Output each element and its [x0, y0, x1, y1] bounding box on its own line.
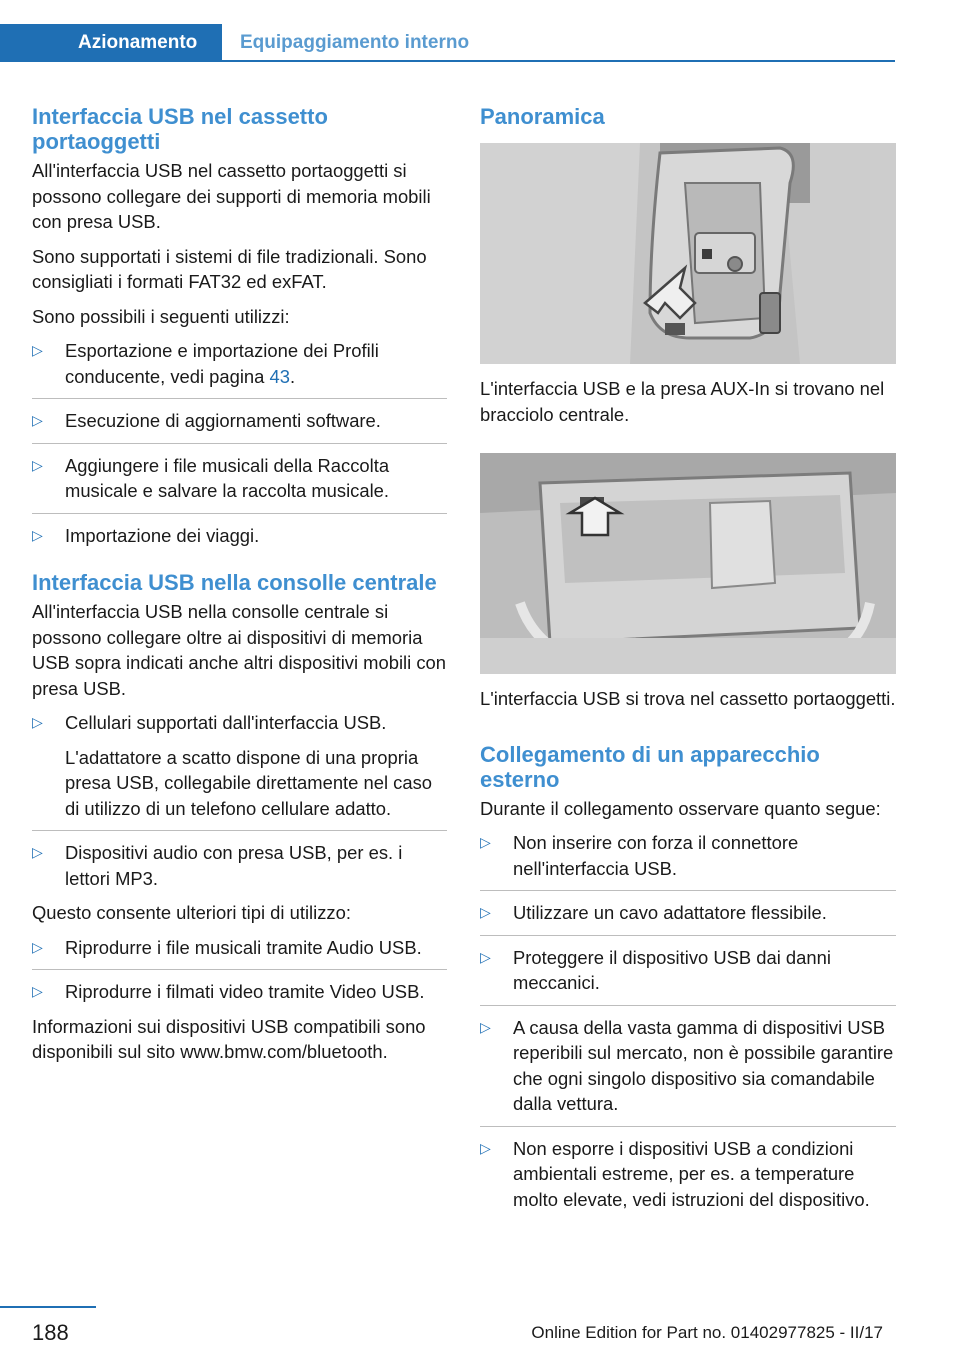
right-column — [480, 104, 896, 1221]
paragraph: All'interfaccia USB nel cassetto portaoggetti si possono collegare dei supporti di memoria mobili con presa USB. — [32, 160, 431, 232]
triangle-right-icon: ▷ — [480, 948, 491, 965]
paragraph: Questo consente ulteriori tipi di utilizzo: — [32, 902, 351, 923]
section-title-panoramica: Panoramica — [480, 104, 605, 129]
list-item — [32, 338, 447, 399]
connection-list — [480, 830, 896, 1212]
list-item — [32, 408, 447, 444]
usage-list — [32, 338, 447, 548]
page-number: 188 — [32, 1320, 69, 1345]
list-item-text: Riprodurre i file musicali tramite Audio USB. — [65, 936, 422, 958]
paragraph: All'interfaccia USB nella consolle centrale si possono collegare oltre ai dispositivi di memoria USB sopra indicati anche altri dispositivi mobili con presa USB. — [32, 601, 446, 699]
triangle-right-icon: ▷ — [32, 456, 43, 473]
list-item-text: Aggiungere i file musicali della Raccolta musicale e salvare la raccolta musicale. — [65, 454, 390, 501]
tab-azionamento[interactable]: Azionamento — [0, 24, 222, 62]
figure-caption: L'interfaccia USB e la presa AUX-In si trovano nel bracciolo centrale. — [480, 378, 885, 425]
usage-list-2 — [32, 935, 447, 1005]
list-item — [32, 710, 447, 831]
list-item — [32, 979, 447, 1005]
list-item-text: A causa della vasta gamma di dispositivi USB reperibili sul mercato, non è possibile garantire che ogni singolo dispositivo sia comandabile dalla vettura. — [513, 1016, 894, 1114]
triangle-right-icon: ▷ — [32, 714, 43, 730]
triangle-right-icon: ▷ — [480, 1139, 491, 1156]
list-item — [480, 1015, 896, 1127]
footer-rule — [0, 1306, 96, 1308]
list-item — [480, 1136, 896, 1213]
list-item — [32, 935, 447, 971]
triangle-right-icon: ▷ — [32, 412, 43, 428]
list-item-text: Dispositivi audio con presa USB, per es. i lettori MP3. — [65, 842, 403, 889]
list-item-text: Esportazione e importazione dei Profili conducente, vedi pagina — [65, 340, 379, 387]
list-item-text: Utilizzare un cavo adattatore flessibile. — [513, 902, 827, 923]
section-title-usb-glovebox: Interfaccia USB nel cassetto portaoggetti — [32, 104, 328, 154]
list-item — [32, 523, 447, 549]
list-item-text: Non inserire con forza il connettore nell'interfaccia USB. — [513, 832, 799, 879]
list-item-text: Cellulari supportati dall'interfaccia USB. — [65, 712, 387, 733]
page-header — [0, 24, 895, 62]
list-item-text: Esecuzione di aggiornamenti software. — [65, 410, 381, 431]
tab-equipaggiamento-interno[interactable]: Equipaggiamento interno — [240, 32, 470, 53]
triangle-right-icon: ▷ — [32, 526, 43, 543]
edition-info: Online Edition for Part no. 01402977825 - II/17 — [531, 1323, 883, 1342]
glovebox-illustration — [480, 453, 896, 674]
list-item-text: Riprodurre i filmati video tramite Video USB. — [65, 981, 425, 1002]
list-item — [32, 840, 447, 891]
triangle-right-icon: ▷ — [480, 1018, 491, 1035]
list-item — [480, 900, 896, 936]
figure-caption: L'interfaccia USB si trova nel cassetto portaoggetti. — [480, 688, 896, 709]
triangle-right-icon: ▷ — [32, 844, 43, 860]
list-item-subtext: L'adattatore a scatto dispone di una propria presa USB, collegabile direttamente nel caso di utilizzo di un telefono cellulare adatto. — [65, 746, 432, 819]
triangle-right-icon: ▷ — [480, 904, 491, 920]
list-item — [32, 453, 447, 514]
list-item-text: Proteggere il dispositivo USB dai danni meccanici. — [513, 946, 831, 993]
section-title-usb-console: Interfaccia USB nella consolle centrale — [32, 570, 437, 595]
armrest-illustration — [480, 143, 896, 364]
list-item-text: Importazione dei viaggi. — [65, 524, 260, 546]
paragraph: Sono possibili i seguenti utilizzi: — [32, 305, 290, 327]
header-rule — [0, 60, 895, 62]
triangle-right-icon: ▷ — [32, 983, 43, 999]
list-item — [480, 830, 896, 891]
device-list — [32, 710, 447, 891]
page-link-43[interactable]: 43 — [269, 365, 290, 387]
triangle-right-icon: ▷ — [32, 342, 43, 358]
armrest-usb-figure — [480, 143, 896, 364]
paragraph: Durante il collegamento osservare quanto segue: — [480, 797, 881, 819]
section-title-collegamento: Collegamento di un apparecchio esterno — [480, 741, 820, 792]
triangle-right-icon: ▷ — [32, 938, 43, 955]
paragraph: Informazioni sui dispositivi USB compatibili sono disponibili sul sito www.bmw.com/bluetooth. — [32, 1015, 426, 1062]
left-column — [32, 104, 447, 1074]
list-item-suffix: . — [289, 365, 296, 387]
triangle-right-icon: ▷ — [480, 834, 491, 850]
list-item — [480, 945, 896, 1006]
list-item-text: Non esporre i dispositivi USB a condizioni ambientali estreme, per es. a temperature molto elevate, vedi istruzioni del dispositivo. — [513, 1137, 870, 1210]
glovebox-usb-figure — [480, 453, 896, 674]
paragraph: Sono supportati i sistemi di file tradizionali. Sono consigliati i formati FAT32 ed exFAT. — [32, 245, 427, 292]
